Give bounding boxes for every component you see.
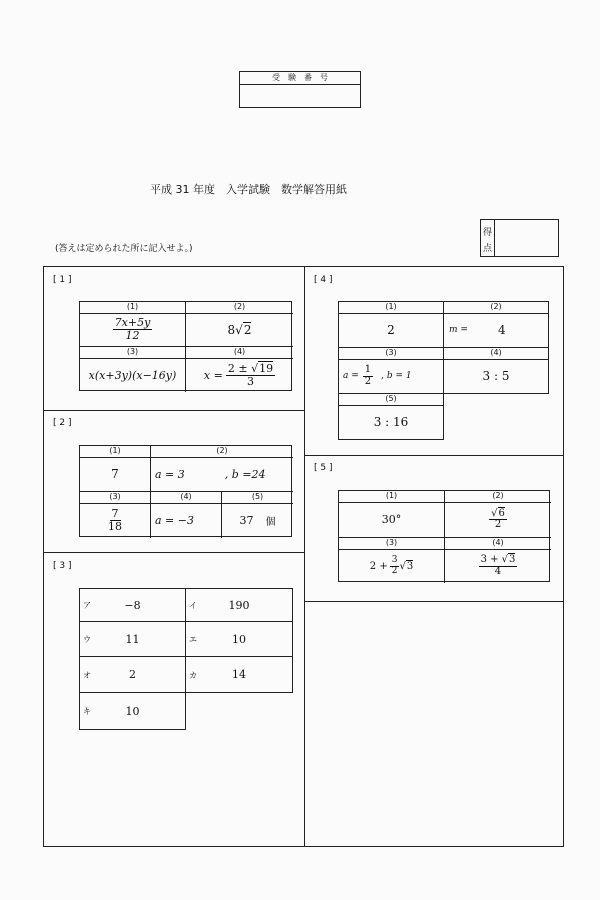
cell-header: (4) (186, 347, 293, 359)
answer-cell-3-u[interactable] (79, 621, 186, 657)
answer-value: a = −3 (155, 514, 194, 527)
answer-cell-3-e[interactable] (185, 621, 293, 657)
answer-cell-3-ki[interactable] (79, 692, 186, 730)
radicand: 2 (243, 323, 252, 337)
answer-value: 3 : 5 (482, 369, 510, 383)
answer-cell-4-4[interactable] (443, 347, 549, 394)
answer-b: , b =24 (224, 467, 266, 481)
section-2-label: [ 2 ] (53, 418, 72, 428)
cell-header: (2) (444, 302, 548, 314)
cell-header: (5) (222, 492, 293, 504)
fraction-denominator: 18 (108, 520, 122, 533)
fraction-denominator: 2 (364, 375, 372, 387)
section-separator (304, 601, 564, 602)
answer-value (445, 549, 551, 583)
fraction-numerator: 7 (111, 507, 119, 521)
answer-a: a = 3 (155, 467, 185, 481)
score-field[interactable] (495, 220, 558, 256)
section-separator (43, 410, 305, 411)
fraction-denominator: 4 (494, 565, 502, 577)
answer-b: , b = 1 (381, 371, 412, 381)
answer-value (339, 359, 443, 393)
answer-cell-4-1[interactable] (338, 301, 444, 348)
exam-number-field[interactable] (240, 84, 360, 107)
answer-value: 7 (111, 467, 119, 481)
cell-header: (3) (80, 347, 185, 359)
kana-label: ア (83, 601, 91, 610)
radicand: 3 (406, 561, 414, 572)
fraction-numerator: 3 (391, 555, 398, 566)
fraction-numerator: 7x+5y (114, 316, 151, 330)
exam-number-label: 受 験 番 号 (240, 72, 360, 85)
page-title: 平成 31 年度 入学試験 数学解答用紙 (150, 183, 347, 196)
answer-cell-2-4[interactable] (151, 492, 222, 538)
answer-value (222, 503, 293, 538)
answer-cell-1-3[interactable] (80, 347, 186, 392)
answer-cell-2-3[interactable] (80, 492, 151, 538)
kana-label: キ (83, 707, 91, 716)
answer-value (80, 313, 185, 346)
answer-cell-5-3[interactable] (339, 538, 445, 583)
radicand: 19 (259, 361, 274, 375)
answer-number: 4 (497, 323, 506, 337)
score-label-2: 点 (483, 244, 493, 254)
answer-cell-1-2[interactable] (186, 302, 293, 347)
section-4-table (338, 301, 549, 440)
fraction-denominator: 12 (125, 329, 140, 342)
cell-header: (1) (80, 302, 185, 314)
cell-header: (4) (445, 538, 551, 550)
section-4-label: [ 4 ] (314, 275, 333, 285)
answer-cell-2-1[interactable] (80, 446, 151, 492)
answer-value (80, 503, 150, 538)
equation-prefix: x = (203, 368, 223, 382)
answer-value (186, 358, 293, 392)
cell-header: (1) (339, 491, 444, 503)
cell-header: (3) (80, 492, 150, 504)
kana-label: カ (189, 671, 197, 680)
cell-header: (4) (151, 492, 221, 504)
answer-cell-5-1[interactable] (339, 491, 445, 538)
answer-cell-3-o[interactable] (79, 656, 186, 693)
answer-value: 30° (381, 513, 402, 526)
section-separator (43, 552, 305, 553)
answer-number: 37 (239, 514, 254, 527)
answer-unit: 個 (265, 517, 276, 528)
answer-value (151, 457, 293, 491)
radicand: 6 (498, 507, 505, 519)
section-separator (304, 455, 564, 456)
equation-prefix: m = (449, 325, 468, 335)
answer-value: 10 (232, 632, 246, 646)
section-5-label: [ 5 ] (314, 463, 333, 473)
frame-divider (304, 266, 305, 847)
answer-value (339, 549, 444, 583)
answer-cell-4-2[interactable] (443, 301, 549, 348)
answer-cell-3-i[interactable] (185, 588, 293, 622)
answer-cell-2-5[interactable] (222, 492, 293, 538)
answer-cell-3-a[interactable] (79, 588, 186, 622)
cell-header: (2) (151, 446, 293, 458)
answer-value: 14 (232, 668, 246, 681)
radical-sign: √ (251, 361, 259, 375)
fraction-numerator: 2 ± (227, 361, 252, 375)
kana-label: オ (83, 671, 91, 680)
kana-label: イ (189, 601, 197, 610)
answer-value: −8 (124, 598, 141, 612)
score-label-1: 得 (483, 228, 493, 238)
answer-cell-4-3[interactable] (338, 347, 444, 394)
section-1-label: [ 1 ] (53, 275, 72, 285)
section-5-table (338, 490, 550, 582)
answer-cell-4-5[interactable] (338, 393, 444, 440)
fraction-numerator: 1 (364, 364, 372, 375)
answer-value: 10 (125, 704, 140, 718)
answer-value (186, 313, 293, 346)
cell-header: (3) (339, 348, 443, 360)
instruction-text: (答えは定められた所に記入せよ。) (55, 244, 193, 254)
answer-value: 11 (125, 632, 140, 646)
fraction-denominator: 2 (391, 565, 398, 576)
cell-header: (1) (80, 446, 150, 458)
kana-label: エ (189, 635, 197, 644)
answer-value: 3 : 16 (373, 415, 409, 429)
answer-cell-3-ka[interactable] (185, 656, 293, 693)
section-2-table (79, 445, 292, 537)
cell-header: (4) (444, 348, 548, 360)
radical-sign: √ (491, 507, 498, 519)
cell-header: (3) (339, 538, 444, 550)
radicand: 3 (509, 554, 516, 565)
fraction-denominator: 2 (494, 519, 502, 530)
section-3-label: [ 3 ] (53, 561, 72, 571)
score-box (480, 219, 559, 257)
cell-header: (2) (445, 491, 551, 503)
fraction-numerator: 3 + (480, 554, 502, 565)
answer-cell-2-2[interactable] (151, 446, 293, 492)
answer-value (445, 502, 551, 537)
integer-part: 2 + (369, 560, 388, 572)
cell-header: (2) (186, 302, 293, 314)
radical-sign: √ (235, 322, 243, 337)
cell-header: (1) (339, 302, 443, 314)
answer-value: x(x+3y)(x−16y) (88, 368, 177, 382)
cell-header: (5) (339, 394, 443, 406)
coefficient: 8 (227, 322, 236, 337)
section-1-table (79, 301, 292, 391)
score-label-cell (481, 220, 495, 256)
answer-cell-1-1[interactable] (80, 302, 186, 347)
answer-value (444, 313, 548, 347)
radical-sign: √ (399, 560, 406, 572)
answer-cell-5-4[interactable] (445, 538, 551, 583)
answer-value: 2 (387, 323, 395, 337)
answer-value: 190 (228, 598, 250, 612)
kana-label: ウ (83, 635, 91, 644)
section-3-table (79, 588, 293, 730)
radical-sign: √ (501, 554, 509, 565)
exam-number-box (239, 71, 361, 108)
answer-cell-5-2[interactable] (445, 491, 551, 538)
fraction-denominator: 3 (246, 374, 254, 388)
answer-value: 2 (129, 668, 136, 681)
answer-a: a = (343, 371, 359, 381)
answer-cell-1-4[interactable] (186, 347, 293, 392)
